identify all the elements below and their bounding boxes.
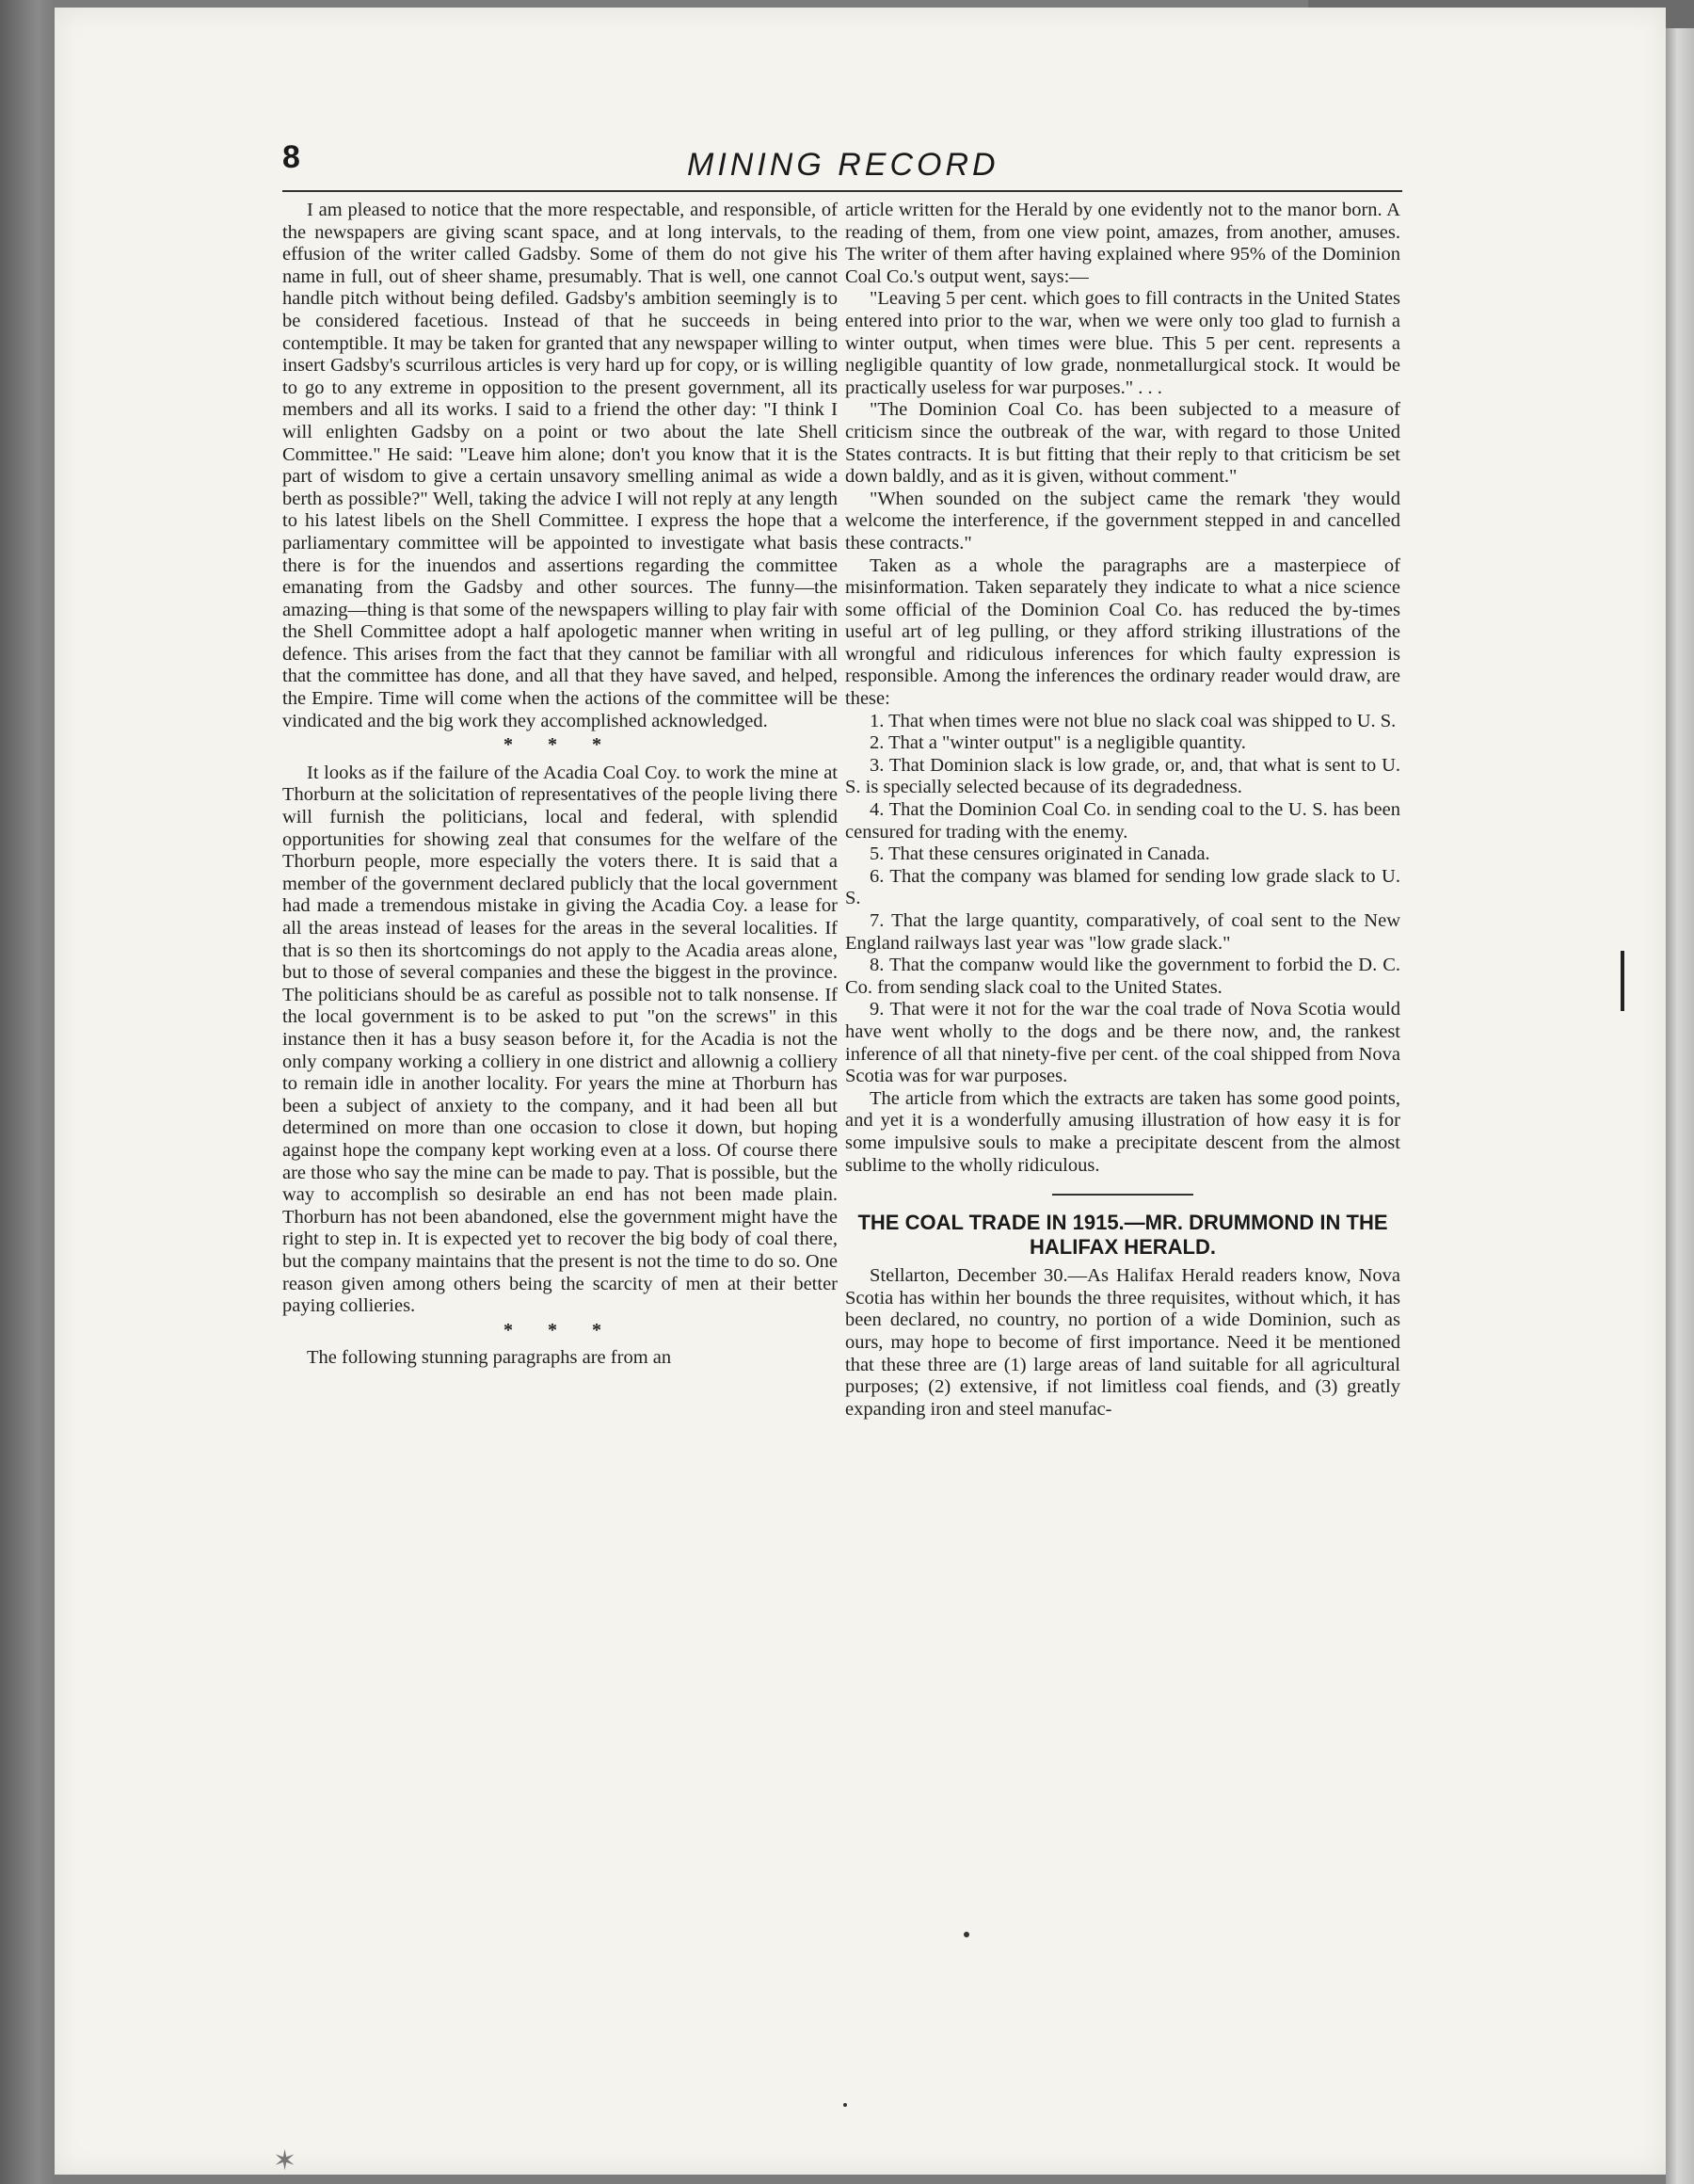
inference-item: 6. That the company was blamed for sending low grade slack to U. S. — [845, 865, 1400, 909]
quote-paragraph: "When sounded on the subject came the remark 'they would welcome the interference, if the government stepped in and cancelled these contracts." — [845, 488, 1400, 554]
herald-article-paragraph: article written for the Herald by one evidently not to the manor born. A reading of them, from one view point, amazes, from another, amuses. The writer of them after having explained where 95% of the Dominion Coal Co.'s output went, says:— — [845, 200, 1400, 287]
inference-item: 9. That were it not for the war the coal trade of Nova Scotia would have went wholly to the dogs and be there now, and, the rankest inference of all that ninety-five per cent. of the coal shipped from Nova Scotia was for war purposes. — [845, 999, 1400, 1087]
ink-speck — [964, 1932, 969, 1937]
article-heading: THE COAL TRADE IN 1915.—MR. DRUMMOND IN THE HALIFAX HERALD. — [857, 1211, 1388, 1260]
article-divider — [1052, 1194, 1193, 1196]
right-column — [845, 200, 1400, 1421]
scan-artifact: ✶ — [273, 2145, 297, 2176]
section-break: * * * — [503, 1319, 616, 1341]
header-rule — [282, 190, 1402, 192]
thorburn-paragraph: It looks as if the failure of the Acadia Coal Coy. to work the mine at Thorburn at the solicitation of representatives of the people living there will furnish the politicians, local and federal, with splendid opportunities for showing zeal that consumes for the welfare of the Thorburn people, more especially the voters there. It is said that a member of the government declared publicly that the local government had made a tremendous mistake in giving the Acadia Coy. a lease for all the areas instead of leases for the areas in the several localities. If that is so then its shortcomings do not apply to the Acadia areas alone, but to those of several companies and these the biggest in the province. The politicians should be as careful as possible not to talk nonsense. If the local government is to be asked to put "on the screws" in this instance then it has a busy season before it, for the Acadia is not the only company working a colliery in one district and allownig a colliery to remain idle in another locality. For years the mine at Thorburn has been a subject of anxiety to the company, and it had been all but determined on more than one occasion to close it down, but hoping against hope the company kept working even at a loss. Of course there are those who say the mine can be made to pay. That is possible, but the way to accomplish so desirable an end has not been made plain. Thorburn has not been abandoned, else the government might have the right to step in. It is expected yet to recover the big body of coal there, but the company maintains that the present is not the time to do so. One reason given among others being the scarcity of men at their better paying collieries. — [282, 762, 838, 1317]
ink-speck — [843, 2103, 847, 2107]
following-paragraph: The following stunning paragraphs are from an — [307, 1347, 672, 1369]
inference-item: 7. That the large quantity, comparatively, of coal sent to the New England railways last year was "low grade slack." — [845, 910, 1400, 954]
stellarton-paragraph: Stellarton, December 30.—As Halifax Herald readers know, Nova Scotia has within her bounds the three requisites, without which, it has been declared, no country, no portion of a wide Dominion, such as ours, may hope to become of first importance. Need it be mentioned that these three are (1) large areas of land suitable for all agricultural purposes; (2) extensive, if not limitless coal fiends, and (3) greatly expanding iron and steel manufac- — [845, 1265, 1400, 1420]
inference-item: 2. That a "winter output" is a negligible quantity. — [870, 732, 1246, 754]
quote-paragraph: "Leaving 5 per cent. which goes to fill contracts in the United States entered into prior to the war, when we were only too glad to furnish a winter output, when times were blue. This 5 per cent. represents a negligible quantity of low grade, nonmetallurgical stock. It would be practically useless for war purposes." . . . — [845, 288, 1400, 398]
inference-item: 4. That the Dominion Coal Co. in sending coal to the U. S. has been censured for trading with the enemy. — [845, 799, 1400, 843]
inference-item: 3. That Dominion slack is low grade, or, and, that what is sent to U. S. is specially selected because of its degradedness. — [845, 754, 1400, 798]
inference-item: 8. That the companw would like the government to forbid the D. C. Co. from sending slack coal to the United States. — [845, 955, 1400, 998]
quote-paragraph: "The Dominion Coal Co. has been subjected to a measure of criticism since the outbreak of the war, with regard to those United States contracts. It is but fitting that their reply to that criticism be set down baldly, and as it is given, without comment." — [845, 399, 1400, 488]
gadsby-paragraph: I am pleased to notice that the more respectable, and responsible, of the newspapers are giving scant space, and at long intervals, to the effusion of the writer called Gadsby. Some of them do not give his name in full, out of sheer shame, presumably. That is well, one cannot handle pitch without being defiled. Gadsby's ambition seemingly is to be considered facetious. Instead of that he succeeds in being contemptible. It may be taken for granted that any newspaper willing to insert Gadsby's scurrilous articles is very hard up for copy, or is willing to go to any extreme in opposition to the present government, all its members and all its works. I said to a friend the other day: "I think I will enlighten Gadsby on a point or two about the late Shell Committee." He said: "Leave him alone; don't you know that it is the part of wisdom to give a certain unsavory smelling animal as wide a berth as possible?" Well, taking the advice I will not reply at any length to his latest libels on the Shell Committee. I express the hope that a parliamentary committee will be appointed to investigate what basis there is for the inuendos and assertions regarding the committee emanating from the Gadsby and other sources. The funny—the amazing—thing is that some of the newspapers willing to play fair with the Shell Committee adopt a half apologetic manner when writing in defence. This arises from the fact that they cannot be familiar with all that the committee has done, and all that they have saved, and helped, the Empire. Time will come when the actions of the committee will be vindicated and the big work they accomplished acknowledged. — [282, 200, 838, 731]
analysis-paragraph: Taken as a whole the paragraphs are a masterpiece of misinformation. Taken separately they indicate to what a nice science some official of the Dominion Coal Co. has reduced the by-times useful art of leg pulling, or they afford striking illustrations of the wrongful and ridiculous inferences for which faulty expression is responsible. Among the inferences the ordinary reader would draw, are these: — [845, 554, 1400, 710]
margin-mark — [1621, 951, 1624, 1011]
page-header — [282, 139, 1412, 196]
section-break: * * * — [503, 734, 616, 756]
inference-item: 5. That these censures originated in Canada. — [870, 843, 1210, 865]
inference-item: 1. That when times were not blue no slack coal was shipped to U. S. — [870, 710, 1397, 731]
masthead-title: MINING RECORD — [687, 147, 999, 183]
left-column — [282, 200, 838, 1370]
conclusion-paragraph: The article from which the extracts are taken has some good points, and yet it is a wonderfully amusing illustration of how easy it is for some impulsive souls to make a precipitate descent from the almost sublime to the wholly ridiculous. — [845, 1087, 1400, 1176]
next-page-edge — [1666, 28, 1694, 2184]
page-number: 8 — [282, 139, 300, 175]
